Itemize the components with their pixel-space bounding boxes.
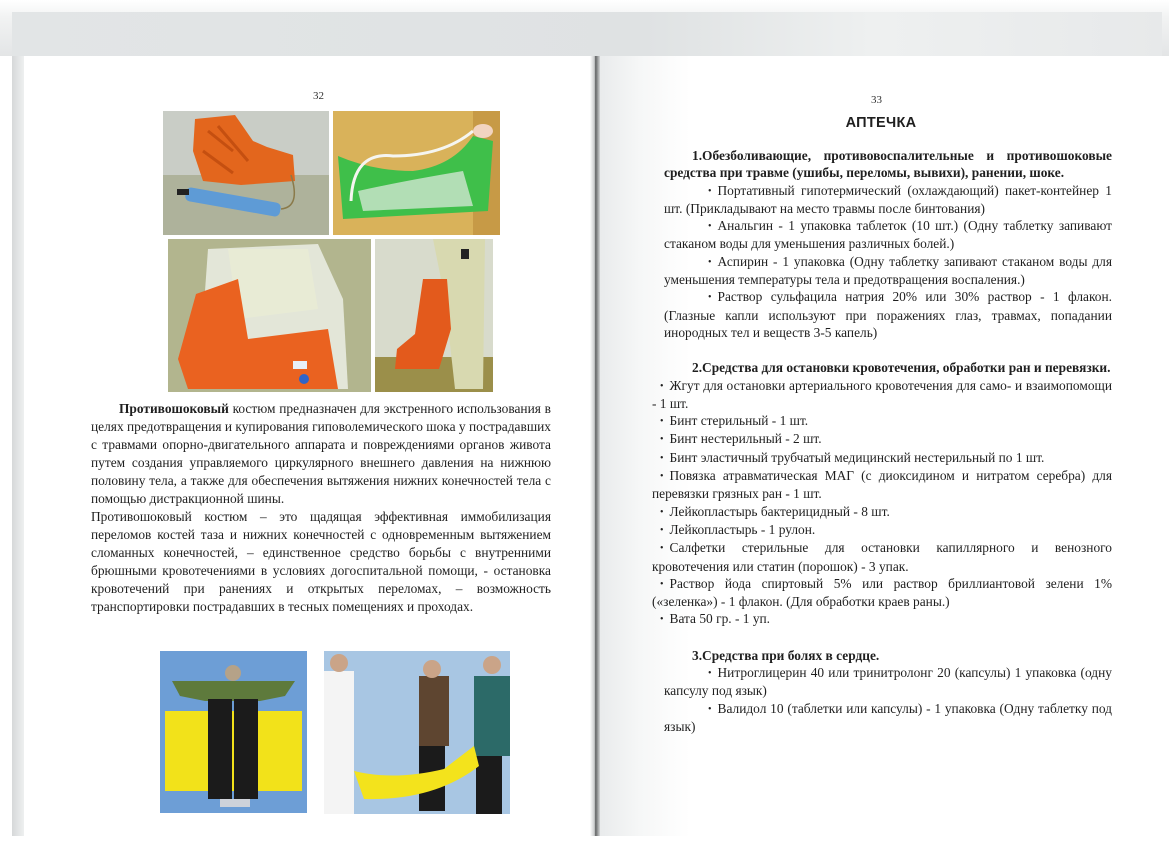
photo-green-inflatable-leg-splint: [333, 111, 500, 235]
bullet-icon: •: [708, 668, 712, 680]
section-heading: 1.Обезболивающие, противовоспалительные и противошоковые средства при травме (ушибы, переломы, вывихи), ранении, шоке.: [664, 148, 1112, 181]
list-item-text: Аспирин - 1 упаковка (Одну таблетку запивают стаканом воды для уменьшения температуры тела и предотвращения воспаления.): [664, 253, 1112, 288]
list-item: [652, 430, 1112, 448]
list-item: [664, 664, 1112, 700]
bullet-icon: •: [660, 578, 664, 590]
list-item: [664, 253, 1112, 289]
bullet-icon: •: [708, 221, 712, 233]
page-number-left: 32: [313, 90, 324, 102]
bullet-icon: •: [660, 614, 664, 626]
first-aid-kit-list: [652, 147, 1112, 735]
list-item-text: Раствор йода спиртовый 5% или раствор бриллиантовой зелени 1% («зеленка») - 1 флакон. (Для обработки краев раны.): [652, 575, 1112, 610]
list-item-text: Раствор сульфацила натрия 20% или 30% раствор - 1 флакон. (Глазные капли используют при поражениях глаз, травмах, попадании инородных тел и веществ 3-5 капель): [664, 289, 1112, 340]
section-heading: 2.Средства для остановки кровотечения, обработки ран и перевязки.: [692, 360, 1111, 376]
description-text-1: костюм предназначен для экстренного использования в целях предотвращения и купирования гиповолемического шока у пострадавших с травмами опорно-двигательного аппарата и повреждениями органов живота путем создания управляемого циркулярного внешнего давления на нижнюю половину тела, а также для обеспечения вытяжения нижних конечностей тела с помощью дистракционной шины.: [91, 401, 551, 506]
book-gutter: [590, 56, 600, 836]
list-item-text: Повязка атравматическая МАГ (с диоксидином и нитратом серебра) для перевязки грязных ран - 1 шт.: [652, 468, 1112, 502]
bullet-icon: •: [708, 703, 712, 715]
bullet-icon: •: [660, 452, 664, 464]
list-item-text: Бинт стерильный - 1 шт.: [669, 413, 809, 429]
description-paragraph-2: Противошоковый костюм – это щадящая эффективная иммобилизация переломов костей таза и нижних конечностей с одновременным вытяжением сломанных конечностей, – единственное средство борьбы с внутренними брюшными кровотечениями в условиях догоспитальной помощи, - остановка кровотечений при ранениях и открытых переломах, – возможность транспортировки пострадавших в тесных помещениях и проходах.: [91, 509, 551, 614]
list-item-text: Анальгин - 1 упаковка таблеток (10 шт.) (Одну таблетку запивают стаканом воды для уменьшения различных болей.): [664, 218, 1112, 252]
bullet-icon: •: [660, 434, 664, 446]
description-paragraph-1: [91, 400, 551, 508]
list-item: [652, 539, 1112, 575]
list-item-text: Валидол 10 (таблетки или капсулы) - 1 упаковка (Одну таблетку под язык): [664, 700, 1112, 734]
list-item: [652, 610, 1112, 628]
book-left-edge: [12, 56, 24, 836]
list-item-text: Нитроглицерин 40 или тринитролонг 20 (капсулы) 1 упаковка (одну капсулу под язык): [664, 665, 1112, 699]
list-item-text: Салфетки стерильные для остановки капиллярного и венозного кровотечения или статин (порошок) - 3 упак.: [652, 540, 1112, 574]
bullet-icon: •: [660, 524, 664, 536]
list-item-text: Бинт эластичный трубчатый медицинский нестерильный по 1 шт.: [669, 449, 1045, 465]
photo-vacuum-stretcher-carrying: [324, 651, 510, 814]
description-lead: Противошоковый: [119, 401, 229, 416]
list-item: [664, 217, 1112, 253]
list-item: [652, 521, 1112, 539]
section-heading: 3.Средства при болях в сердце.: [692, 647, 880, 663]
photo-anti-shock-suit-arm: [168, 239, 371, 392]
list-item: [652, 449, 1112, 467]
page-title: АПТЕЧКА: [845, 115, 917, 131]
bullet-icon: •: [708, 292, 712, 304]
list-item: [664, 182, 1112, 218]
photo-anti-shock-suit-leg: [375, 239, 493, 392]
list-item-text: Бинт нестерильный - 2 шт.: [669, 431, 822, 447]
photo-vacuum-stretcher-patient-lying: [160, 651, 307, 813]
anti-shock-suit-description: [91, 400, 551, 616]
list-item: [664, 700, 1112, 736]
bullet-icon: •: [660, 380, 664, 392]
list-item-text: Лейкопластырь бактерицидный - 8 шт.: [669, 503, 890, 519]
bullet-icon: •: [660, 416, 664, 428]
list-item: [652, 377, 1112, 413]
bullet-icon: •: [708, 256, 712, 268]
list-item: [652, 412, 1112, 430]
list-item-text: Лейкопластырь - 1 рулон.: [669, 521, 816, 537]
page-number-right: 33: [871, 94, 882, 106]
list-item: [652, 503, 1112, 521]
bullet-icon: •: [708, 185, 712, 197]
list-item-text: Жгут для остановки артериального кровотечения для само- и взаимопомощи - 1 шт.: [652, 377, 1112, 411]
list-item-text: Вата 50 гр. - 1 уп.: [669, 611, 771, 627]
list-item-text: Портативный гипотермический (охлаждающий) пакет-контейнер 1 шт. (Прикладывают на место травмы после бинтования): [664, 182, 1112, 216]
bullet-icon: •: [660, 506, 664, 518]
bullet-icon: •: [660, 543, 664, 555]
photo-inflatable-splint-with-pump: [163, 111, 329, 235]
list-item: [652, 575, 1112, 611]
list-item: [652, 467, 1112, 503]
list-item: [664, 288, 1112, 341]
scanner-shadow: [12, 12, 1162, 56]
bullet-icon: •: [660, 471, 664, 483]
